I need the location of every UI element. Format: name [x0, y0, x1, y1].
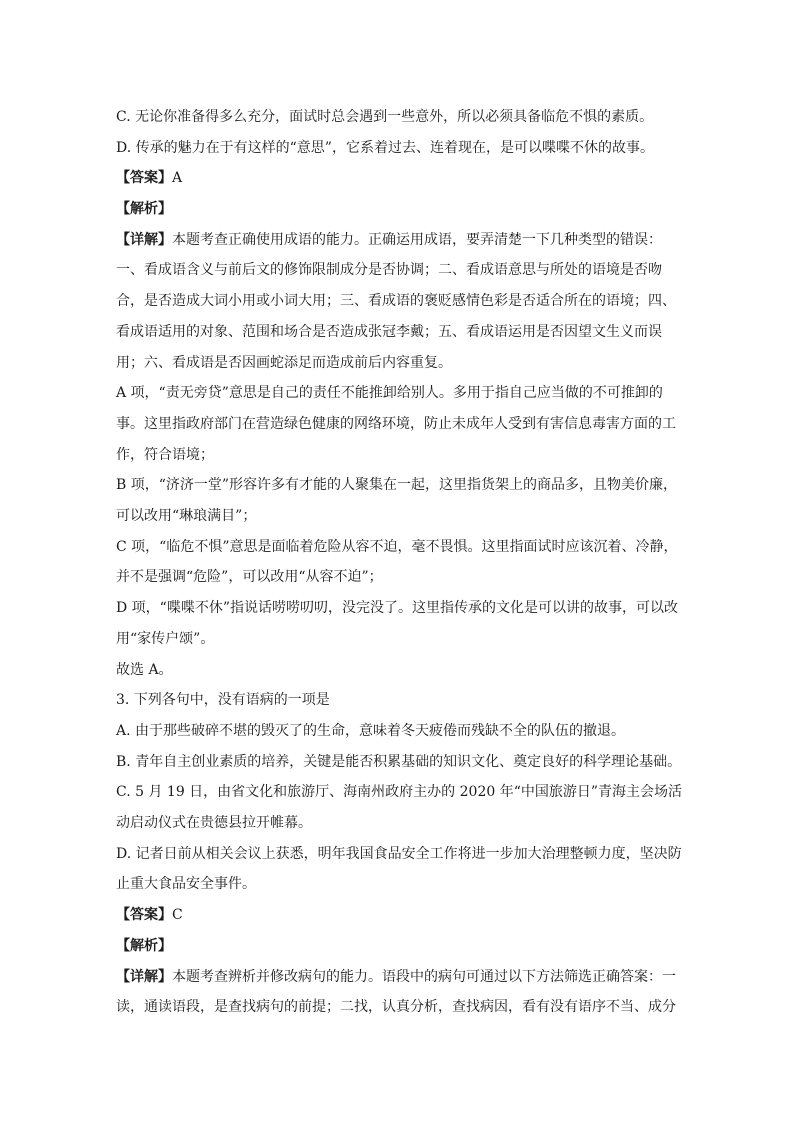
- q2-item-c: C 项，“临危不惧”意思是面临着危险从容不迫，毫不畏惧。这里指面试时应该沉着、冷静，并不是强调“危险”，可以改用“从容不迫”；: [116, 538, 678, 586]
- detail-tag: 【详解】: [116, 968, 172, 985]
- q2-analysis-tag: 【解析】: [116, 201, 172, 218]
- q3-answer: [116, 900, 686, 931]
- q2-answer: [116, 163, 686, 194]
- answer-tag: 【答案】: [116, 907, 172, 924]
- detail-text: 本题考查正确使用成语的能力。正确运用成语，要弄清楚一下几种类型的错误：一、看成语含义与前后文的修饰限制成分是否协调；二、看成语意思与所处的语境是否吻合，是否造成大词小用或小词大用；三、看成语的褒贬感情色彩是否适合所在的语境；四、看成语适用的对象、范围和场合是否造成张冠李戴；五、看成语运用是否因望文生义而误用；六、看成语是否因画蛇添足而造成前后内容重复。: [116, 231, 676, 371]
- q3-option-d: D. 记者日前从相关会议上获悉，明年我国食品安全工作将进一步加大治理整顿力度，坚决防止重大食品安全事件。: [116, 845, 682, 893]
- detail-text: 本题考查辨析并修改病句的能力。语段中的病句可通过以下方法筛选正确答案：一读，通读语段，是查找病句的前提；二找，认真分析，查找病因，看有没有语序不当、成分: [116, 968, 676, 1016]
- q3-option-b: B. 青年自主创业素质的培养，关键是能否积累基础的知识文化、奠定良好的科学理论基础。: [116, 753, 682, 770]
- q2-option-d: D. 传承的魅力在于有这样的“意思”，它系着过去、连着现在，是可以喋喋不休的故事。: [116, 139, 654, 156]
- page-content: [116, 102, 686, 1023]
- q3-option-c: C. 5 月 19 日，由省文化和旅游厅、海南州政府主办的 2020 年“中国旅游日”青海主会场活动启动仪式在贵德县拉开帷幕。: [116, 784, 683, 832]
- q2-conclusion: 故选 A。: [116, 661, 173, 678]
- detail-tag: 【详解】: [116, 231, 172, 248]
- q2-option-c: C. 无论你准备得多么充分，面试时总会遇到一些意外，所以必须具备临危不惧的素质。: [116, 109, 654, 125]
- q3-detail: [116, 962, 686, 1023]
- q3-option-a: A. 由于那些破碎不堪的毁灭了的生命，意味着冬天疲倦而残缺不全的队伍的撤退。: [116, 722, 626, 739]
- q3-analysis-tag: 【解析】: [116, 937, 172, 954]
- q2-item-a: A 项，“责无旁贷”意思是自己的责任不能推卸给别人。多用于指自己应当做的不可推卸的事。这里指政府部门在营造绿色健康的网络环境，防止未成年人受到有害信息毒害方面的工作，符合语境；: [116, 385, 676, 463]
- q2-detail: [116, 225, 686, 379]
- answer-value: A: [172, 170, 183, 187]
- q3-stem: 3. 下列各句中，没有语病的一项是: [116, 692, 330, 709]
- q2-item-d: D 项，“喋喋不休”指说话唠唠叨叨，没完没了。这里指传承的文化是可以讲的故事，可以改用“家传户颂”。: [116, 600, 678, 647]
- answer-tag: 【答案】: [116, 170, 172, 187]
- answer-value: C: [172, 907, 183, 924]
- q2-item-b: B 项，“济济一堂”形容许多有才能的人聚集在一起，这里指货架上的商品多，且物美价廉，可以改用“琳琅满目”；: [116, 477, 678, 525]
